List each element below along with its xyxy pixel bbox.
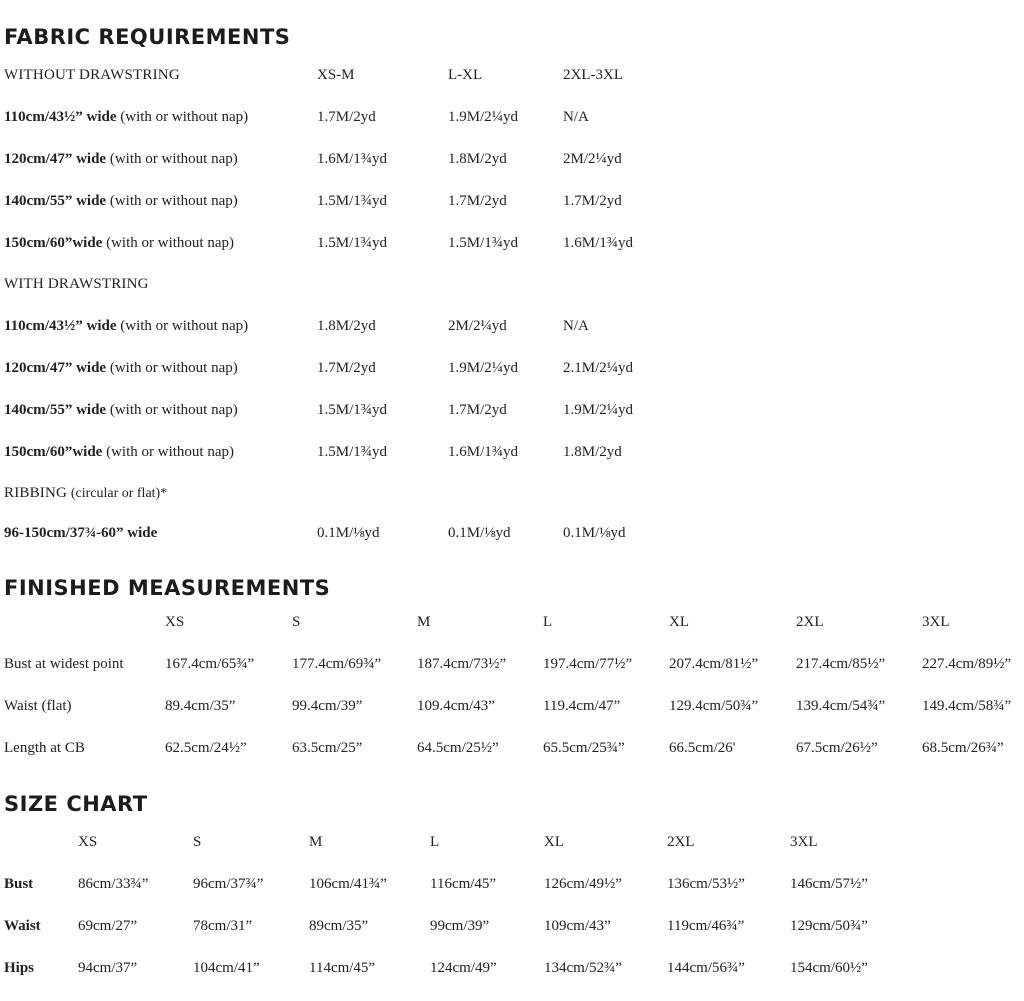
size-chart-value: 136cm/53½” [667,876,745,892]
measurement-value: 67.5cm/26½” [796,740,878,756]
fabric-value: 1.9M/2¼yd [448,360,519,376]
fabric-value: 1.6M/1¾yd [563,235,634,251]
size-header: XL [544,834,564,850]
size-header: 3XL [790,834,818,850]
size-header: XS [78,834,98,850]
measurement-value: 207.4cm/81½” [669,656,759,672]
fabric-value: 1.5M/1¾yd [317,444,388,460]
measurement-value: 89.4cm/35” [165,698,236,714]
without-drawstring-label: WITHOUT DRAWSTRING [4,67,180,83]
size-chart-value: 126cm/49½” [544,876,622,892]
size-chart-value: 129cm/50¾” [790,918,868,934]
size-chart-value: 144cm/56¾” [667,960,745,976]
fabric-width: 110cm/43½” wide [4,318,117,334]
size-chart-value: 109cm/43” [544,918,611,934]
size-header: S [193,834,202,850]
measurement-value: 167.4cm/65¾” [165,656,255,672]
fabric-value: 1.7M/2yd [317,360,376,376]
fabric-value: 1.5M/1¾yd [317,193,388,209]
fabric-row-label [4,108,248,126]
size-chart-value: 99cm/39” [430,918,490,934]
fabric-value: 1.7M/2yd [448,402,507,418]
fabric-width: 120cm/47” wide [4,360,107,376]
fabric-value: N/A [563,318,589,334]
measurement-label: Length at CB [4,740,85,756]
measurement-value: 139.4cm/54¾” [796,698,886,714]
measurement-label: Bust at widest point [4,656,124,672]
fabric-value: 1.6M/1¾yd [317,151,388,167]
size-chart-value: 69cm/27” [78,918,138,934]
fabric-width: 150cm/60”wide [4,235,103,251]
fabric-value: 1.8M/2yd [563,444,622,460]
measurement-value: 129.4cm/50¾” [669,698,759,714]
measurement-value: 217.4cm/85½” [796,656,886,672]
fabric-width: 140cm/55” wide [4,193,107,209]
size-header-l-xl: L-XL [448,67,483,83]
fabric-value: 1.8M/2yd [448,151,507,167]
size-chart-value: 86cm/33¾” [78,876,149,892]
measurement-value: 149.4cm/58¾” [922,698,1012,714]
fabric-value: 2.1M/2¼yd [563,360,634,376]
size-chart-value: 116cm/45” [430,876,497,892]
fabric-row-label [4,150,238,168]
size-chart-value: 104cm/41” [193,960,260,976]
fabric-row-label [4,359,238,377]
measurement-value: 177.4cm/69¾” [292,656,382,672]
measurement-value: 62.5cm/24½” [165,740,247,756]
size-header: 3XL [922,614,950,630]
fabric-value: 2M/2¼yd [563,151,622,167]
finished-measurements-heading: FINISHED MEASUREMENTS [4,576,331,600]
size-chart-value: 94cm/37” [78,960,138,976]
size-chart-value: 89cm/35” [309,918,369,934]
ribbing-note: (circular or flat)* [70,486,168,501]
size-header: M [309,834,323,850]
measurement-label: Waist (flat) [4,698,72,714]
size-chart-value: 146cm/57½” [790,876,868,892]
fabric-value: 1.5M/1¾yd [317,235,388,251]
fabric-value: 1.6M/1¾yd [448,444,519,460]
fabric-width: 140cm/55” wide [4,402,107,418]
ribbing-value: 0.1M/⅛yd [448,525,511,541]
fabric-requirements-heading: FABRIC REQUIREMENTS [4,25,291,49]
measurement-value: 197.4cm/77½” [543,656,633,672]
fabric-value: 1.7M/2yd [448,193,507,209]
size-header: 2XL [667,834,695,850]
fabric-note: (with or without nap) [109,402,238,418]
size-chart-label: Hips [4,960,35,976]
fabric-note: (with or without nap) [120,318,249,334]
size-chart-label: Waist [4,918,41,934]
fabric-width: 120cm/47” wide [4,151,107,167]
measurement-value: 227.4cm/89½” [922,656,1012,672]
measurement-value: 64.5cm/25½” [417,740,499,756]
fabric-row-label [4,401,238,419]
size-header: L [543,614,553,630]
size-chart-value: 119cm/46¾” [667,918,745,934]
measurement-value: 66.5cm/26' [669,740,736,756]
size-header: 2XL [796,614,824,630]
fabric-value: 1.5M/1¾yd [317,402,388,418]
ribbing-label: RIBBING [4,485,68,501]
fabric-row-label [4,192,238,210]
fabric-row-label [4,443,234,461]
size-chart-value: 106cm/41¾” [309,876,387,892]
fabric-row-label [4,317,248,335]
fabric-note: (with or without nap) [106,235,234,251]
size-header: XL [669,614,689,630]
fabric-value: 1.8M/2yd [317,318,376,334]
fabric-note: (with or without nap) [109,193,238,209]
fabric-note: (with or without nap) [109,151,238,167]
measurement-value: 99.4cm/39” [292,698,363,714]
size-header: L [430,834,440,850]
size-chart-value: 154cm/60½” [790,960,868,976]
measurement-value: 65.5cm/25¾” [543,740,625,756]
fabric-value: 1.7M/2yd [317,109,376,125]
measurement-value: 109.4cm/43” [417,698,495,714]
fabric-note: (with or without nap) [109,360,238,376]
fabric-value: 1.9M/2¼yd [448,109,519,125]
fabric-row-label [4,234,234,252]
ribbing-label-row [4,484,167,503]
fabric-value: 1.7M/2yd [563,193,622,209]
size-chart-value: 124cm/49” [430,960,497,976]
size-chart-value: 114cm/45” [309,960,376,976]
size-chart-value: 96cm/37¾” [193,876,264,892]
measurement-value: 187.4cm/73½” [417,656,507,672]
size-header-xs-m: XS-M [317,67,355,83]
fabric-note: (with or without nap) [106,444,234,460]
measurement-value: 119.4cm/47” [543,698,621,714]
size-chart-value: 78cm/31” [193,918,253,934]
size-chart-label: Bust [4,876,34,892]
size-header: XS [165,614,185,630]
ribbing-value: 0.1M/⅛yd [317,525,380,541]
ribbing-width: 96-150cm/37¾-60” wide [4,525,158,541]
size-header: M [417,614,431,630]
ribbing-value: 0.1M/⅛yd [563,525,626,541]
fabric-value: 1.5M/1¾yd [448,235,519,251]
size-chart-value: 134cm/52¾” [544,960,622,976]
fabric-width: 150cm/60”wide [4,444,103,460]
with-drawstring-label: WITH DRAWSTRING [4,276,149,292]
fabric-note: (with or without nap) [120,109,249,125]
measurement-value: 63.5cm/25” [292,740,363,756]
size-header: S [292,614,301,630]
fabric-value: 2M/2¼yd [448,318,507,334]
fabric-value: 1.9M/2¼yd [563,402,634,418]
fabric-value: N/A [563,109,589,125]
size-header-2xl-3xl: 2XL-3XL [563,67,623,83]
fabric-width: 110cm/43½” wide [4,109,117,125]
size-chart-heading: SIZE CHART [4,792,148,816]
measurement-value: 68.5cm/26¾” [922,740,1004,756]
